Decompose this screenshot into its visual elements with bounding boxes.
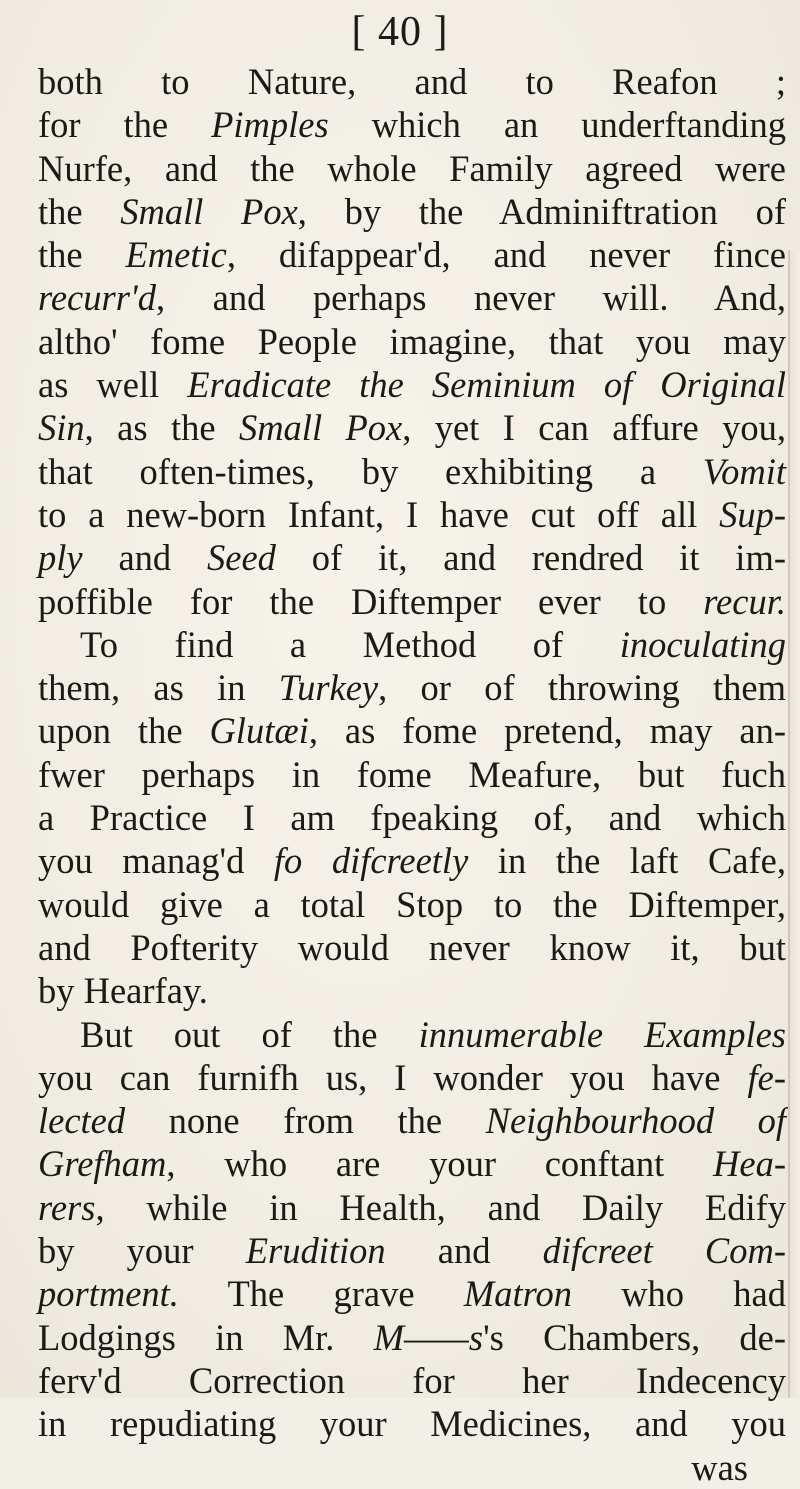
text-segment: , and perhaps never will. And, [155, 277, 786, 319]
text-segment: the [38, 234, 126, 276]
text-line [38, 1272, 786, 1315]
text-segment: by Hearfay. [38, 970, 208, 1012]
italic-text: Seed [207, 537, 276, 579]
text-segment: fwer perhaps in fome Meafure, but fuch [38, 753, 786, 795]
text-segment: you manag'd [38, 840, 274, 882]
text-line [38, 1099, 786, 1142]
text-line [38, 450, 786, 493]
italic-text: M——s [373, 1316, 484, 1358]
text-line [38, 233, 786, 276]
text-line [38, 1013, 786, 1056]
text-segment: poffible for the Diftemper ever to [38, 580, 704, 622]
text-line [38, 1446, 786, 1489]
italic-text: inoculating [619, 623, 786, 665]
text-segment: who had [571, 1273, 786, 1315]
italic-text: Grefham [38, 1143, 167, 1185]
text-segment: But out of the [80, 1013, 419, 1055]
text-segment: and [385, 1230, 543, 1272]
text-segment: altho' fome People imagine, that you may [38, 320, 786, 362]
text-segment: To find a Method of [80, 623, 620, 665]
text-line [38, 147, 786, 190]
italic-text: difcreet Com- [542, 1230, 787, 1272]
text-line [38, 493, 786, 536]
text-line [38, 1142, 786, 1185]
text-line [38, 103, 786, 146]
text-line [38, 926, 786, 969]
text-segment: , yet I can affure you, [402, 407, 786, 449]
text-line [38, 1229, 786, 1272]
text-segment: both to Nature, and to Reafon ; [38, 61, 786, 102]
italic-text: Pimples [211, 104, 329, 146]
text-segment: would give a total Stop to the Diftemper, [38, 883, 786, 925]
text-line [38, 753, 786, 796]
text-segment: , difappear'd, and never fince [226, 234, 786, 276]
italic-text: Sin [38, 407, 85, 449]
text-segment: , as the [84, 407, 239, 449]
text-line [38, 363, 786, 406]
italic-text: rers [38, 1186, 96, 1228]
text-line [38, 276, 786, 319]
italic-text: Eradicate the Seminium of Original [187, 364, 786, 406]
page-number: [ 40 ] [351, 9, 449, 55]
text-segment: in the laft Cafe, [468, 840, 786, 882]
text-segment: them, as in [38, 667, 279, 709]
text-segment: 's Chambers, de- [483, 1316, 786, 1358]
text-segment: Lodgings in Mr. [38, 1316, 374, 1358]
text-segment: none from the [125, 1100, 486, 1142]
italic-text: Emetic [125, 234, 227, 276]
text-segment: for the [38, 104, 212, 146]
text-segment: , by the Adminiftration of [297, 190, 786, 232]
text-line [38, 1316, 786, 1359]
text-line [38, 1186, 786, 1229]
italic-text: Turkey [278, 667, 379, 709]
italic-text: portment. [38, 1273, 179, 1315]
italic-text: Glutæi [209, 710, 309, 752]
text-line [38, 320, 786, 363]
italic-text: recur. [703, 580, 786, 622]
text-segment: ferv'd Correction for her Indecency [38, 1359, 786, 1401]
text-line [38, 839, 786, 882]
italic-text: Neighbourhood of [485, 1100, 786, 1142]
text-segment: that often-times, by exhibiting a [38, 450, 703, 492]
text-line [38, 623, 786, 666]
italic-text: innumerable Examples [418, 1013, 787, 1055]
text-line [38, 536, 786, 579]
text-segment: in repudiating your Medicines, and you [38, 1403, 786, 1445]
italic-text: fo difcreetly [273, 840, 469, 882]
text-segment: which an underftanding [328, 104, 786, 146]
text-line [38, 709, 786, 752]
italic-text: ply [38, 537, 83, 579]
text-segment: Nurfe, and the whole Family agreed were [38, 147, 786, 189]
text-segment: , as fome pretend, may an- [308, 710, 787, 752]
text-segment: , or of throwing them [378, 667, 786, 709]
italic-text: Erudition [245, 1230, 386, 1272]
adjacent-page-edge [788, 250, 800, 1398]
text-segment: by your [38, 1230, 246, 1272]
italic-text: Small Pox [238, 407, 403, 449]
text-segment: , who are your conftant [166, 1143, 714, 1185]
text-segment: to a new-born Infant, I have cut off all [38, 493, 720, 535]
italic-text: Matron [463, 1273, 572, 1315]
text-segment: The grave [178, 1273, 464, 1315]
text-segment: and [82, 537, 208, 579]
text-line [38, 190, 786, 233]
italic-text: Small Pox [120, 190, 298, 232]
body-text [38, 60, 786, 1489]
text-line [38, 1402, 786, 1445]
text-segment: upon the [38, 710, 210, 752]
text-line [38, 796, 786, 839]
text-segment: of it, and rendred it im- [275, 537, 786, 579]
text-segment: as well [38, 364, 188, 406]
italic-text: fe- [747, 1056, 786, 1098]
text-segment: a Practice I am fpeaking of, and which [38, 797, 786, 839]
italic-text: Hea- [713, 1143, 786, 1185]
text-line [38, 666, 786, 709]
italic-text: Sup- [719, 493, 786, 535]
text-line [38, 580, 786, 623]
text-line [38, 60, 786, 103]
text-line [38, 1359, 786, 1402]
text-segment: and Pofterity would never know it, but [38, 926, 786, 968]
text-line [38, 883, 786, 926]
text-line [38, 406, 786, 449]
text-segment: was [691, 1446, 748, 1488]
text-segment: you can furnifh us, I wonder you have [38, 1056, 748, 1098]
text-line [38, 969, 786, 1012]
text-segment: the [38, 190, 121, 232]
italic-text: lected [38, 1100, 126, 1142]
text-line [38, 1056, 786, 1099]
italic-text: Vomit [702, 450, 786, 492]
italic-text: recurr'd [38, 277, 156, 319]
text-segment: , while in Health, and Daily Edify [95, 1186, 786, 1228]
